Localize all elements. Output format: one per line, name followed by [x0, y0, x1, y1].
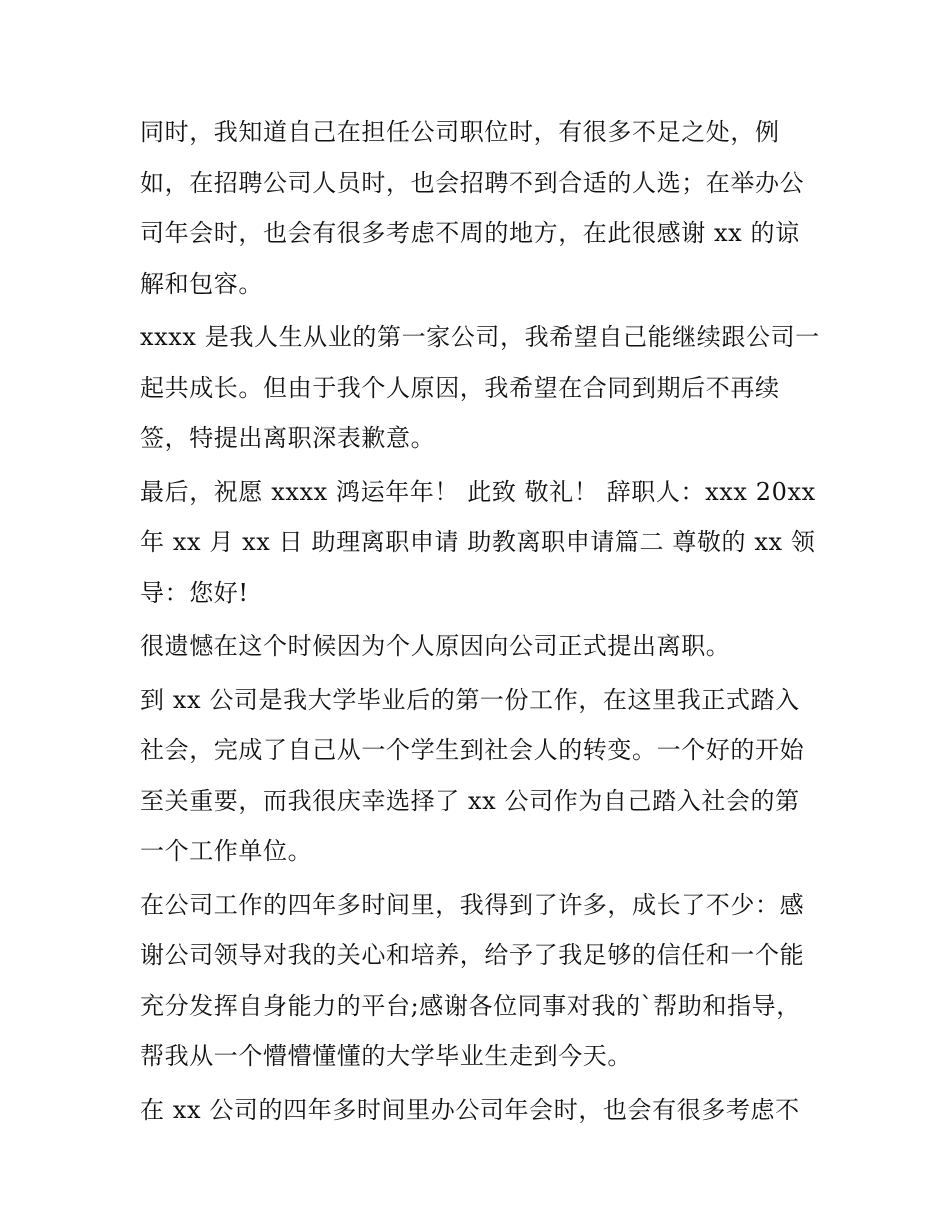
paragraph-6: 在公司工作的四年多时间里，我得到了许多，成长了不少：感谢公司领导对我的关心和培养，给予了我足够的信任和一个能充分发挥自身能力的平台;感谢各位同事对我的`帮助和指导，帮我从一个懵懵懂懂的大学毕业生走到今天。	[140, 890, 805, 1070]
paragraph-7: 在 xx 公司的四年多时间里办公司年会时，也会有很多考虑不	[140, 1095, 800, 1124]
paragraph-3: 最后，祝愿 xxxx 鸿运年年！ 此致 敬礼！ 辞职人：xxx 20xx 年 xx 月 xx 日 助理离职申请 助教离职申请篇二 尊敬的 xx 领导：您好!	[140, 477, 816, 607]
document-body	[140, 107, 820, 1138]
paragraph-5: 到 xx 公司是我大学毕业后的第一份工作，在这里我正式踏入社会，完成了自己从一个学生到社会人的转变。一个好的开始至关重要，而我很庆幸选择了 xx 公司作为自己踏入社会的第一个工作单位。	[140, 685, 805, 865]
paragraph-2: xxxx 是我人生从业的第一家公司，我希望自己能继续跟公司一起共成长。但由于我个人原因，我希望在合同到期后不再续签，特提出离职深表歉意。	[140, 323, 820, 452]
paragraph-4: 很遗憾在这个时候因为个人原因向公司正式提出离职。	[140, 632, 731, 660]
paragraph-1: 同时，我知道自己在担任公司职位时，有很多不足之处，例如，在招聘公司人员时，也会招聘不到合适的人选；在举办公司年会时，也会有很多考虑不周的地方，在此很感谢 xx 的谅解和包容。	[140, 118, 805, 298]
